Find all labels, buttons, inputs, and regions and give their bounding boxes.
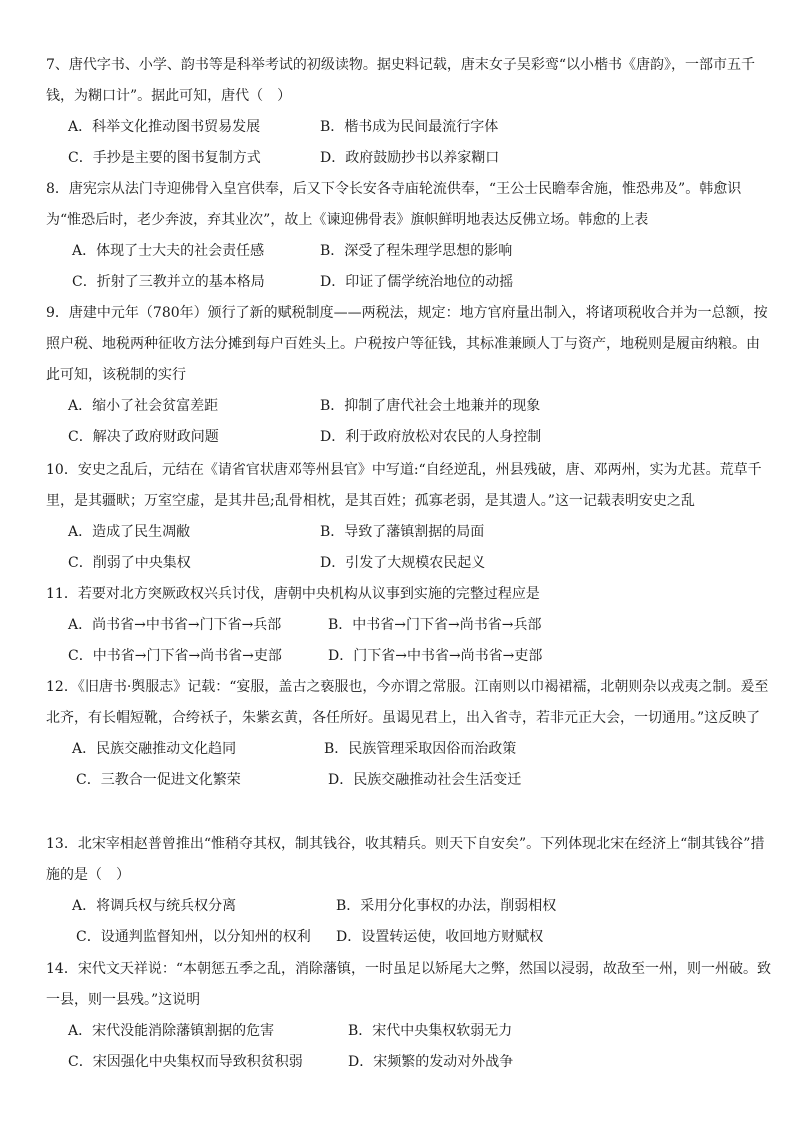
option-d: D．引发了大规模农民起义 xyxy=(320,555,486,571)
option-b: B．民族管理采取因俗而治政策 xyxy=(324,741,517,757)
option-row xyxy=(46,391,772,422)
option-d: D．政府鼓励抄书以养家糊口 xyxy=(320,150,500,166)
option-b: B．抑制了唐代社会土地兼并的现象 xyxy=(320,398,541,414)
option-b: B．中书省→门下省→尚书省→兵部 xyxy=(328,617,542,633)
question-11 xyxy=(46,579,772,672)
option-row xyxy=(46,610,772,641)
option-b: B．宋代中央集权软弱无力 xyxy=(348,1023,513,1039)
option-a: A．造成了民生凋敝 xyxy=(68,524,191,540)
option-row xyxy=(46,734,772,765)
option-d: D．印证了儒学统治地位的动摇 xyxy=(320,274,514,290)
option-a: A．将调兵权与统兵权分离 xyxy=(72,898,237,914)
question-12 xyxy=(46,672,772,796)
option-c: C．中书省→门下省→尚书省→吏部 xyxy=(68,648,282,664)
question-9 xyxy=(46,298,772,453)
option-b: B．导致了藩镇割据的局面 xyxy=(320,524,485,540)
option-row xyxy=(46,891,772,922)
option-d: D．民族交融推动社会生活变迁 xyxy=(328,772,522,788)
option-d: D．设置转运使，收回地方财赋权 xyxy=(336,929,544,945)
option-b: B．深受了程朱理学思想的影响 xyxy=(320,243,513,259)
option-row xyxy=(46,548,772,579)
question-13 xyxy=(46,829,772,953)
option-c: C．宋因强化中央集权而导致积贫积弱 xyxy=(68,1054,303,1070)
option-c: C．解决了政府财政问题 xyxy=(68,429,219,445)
option-row xyxy=(46,112,772,143)
question-stem: 10．安史之乱后，元结在《请省官状唐邓等州县官》中写道:“自经逆乱，州县残破，唐、邓两州，实为尤甚。荒草千里，是其疆畎；万室空虚，是其井邑;乱骨相枕，是其百姓；孤寡老弱，是其遗人。”这一记载表明安史之乱 xyxy=(46,462,762,509)
option-d: D．宋频繁的发动对外战争 xyxy=(348,1054,514,1070)
option-a: A．宋代没能消除藩镇割据的危害 xyxy=(68,1023,275,1039)
option-row xyxy=(46,236,772,267)
option-c: C．设通判监督知州，以分知州的权利 xyxy=(76,929,311,945)
option-c: C．削弱了中央集权 xyxy=(68,555,191,571)
option-row xyxy=(46,1047,772,1078)
option-c: C．折射了三教并立的基本格局 xyxy=(72,274,265,290)
option-d: D．利于政府放松对农民的人身控制 xyxy=(320,429,542,445)
question-stem: 13．北宋宰相赵普曾推出“惟稍夺其权，制其钱谷，收其精兵。则天下自安矣”。下列体现北宋在经济上“制其钱谷”措施的是（ ） xyxy=(46,836,765,883)
option-a: A．尚书省→中书省→门下省→兵部 xyxy=(68,617,282,633)
question-stem: 7、唐代字书、小学、韵书等是科举考试的初级读物。据史料记载，唐末女子吴彩鸾“以小楷书《唐韵》，一部市五千钱，为糊口计”。据此可知，唐代（ ） xyxy=(46,57,756,104)
option-a: A．缩小了社会贫富差距 xyxy=(68,398,219,414)
question-stem: 12．《旧唐书·舆服志》记载：“宴服，盖古之亵服也，今亦谓之常服。江南则以巾褐裙襦，北朝则杂以戎夷之制。爰至北齐，有长帽短靴，合绔袄子，朱紫玄黄，各任所好。虽谒见君上，出入省寺，若非元正大会，一切通用。”这反映了 xyxy=(46,679,769,726)
option-row xyxy=(46,143,772,174)
option-c: C．三教合一促进文化繁荣 xyxy=(76,772,241,788)
question-stem: 11．若要对北方突厥政权兴兵讨伐，唐朝中央机构从议事到实施的完整过程应是 xyxy=(46,586,540,602)
question-10 xyxy=(46,455,772,579)
option-a: A．民族交融推动文化趋同 xyxy=(72,741,237,757)
question-14 xyxy=(46,954,772,1078)
question-8 xyxy=(46,174,772,298)
option-row xyxy=(46,267,772,298)
option-b: B．采用分化事权的办法，削弱相权 xyxy=(336,898,557,914)
question-stem: 8．唐宪宗从法门寺迎佛骨入皇宫供奉，后又下令长安各寺庙轮流供奉，“王公士民瞻奉舍施，惟恐弗及”。韩愈识为“惟恐后时，老少奔波，弃其业次”，故上《谏迎佛骨表》旗帜鲜明地表达反佛立场。韩愈的上表 xyxy=(46,181,742,228)
option-row xyxy=(46,1016,772,1047)
question-stem: 14．宋代文天祥说：“本朝惩五季之乱，消除藩镇，一时虽足以矫尾大之弊，然国以浸弱，故敌至一州，则一州破。致一县，则一县残。”这说明 xyxy=(46,961,771,1008)
question-stem: 9．唐建中元年（780年）颁行了新的赋税制度——两税法，规定：地方官府量出制入，将诸项税收合并为一总额，按照户税、地税两种征收方法分摊到每户百姓头上。户税按户等征钱，其标准兼顾人丁与资产，地税则是履亩纳粮。由此可知，该税制的实行 xyxy=(46,305,768,383)
option-d: D．门下省→中书省→尚书省→吏部 xyxy=(328,648,543,664)
option-row xyxy=(46,517,772,548)
option-row xyxy=(46,641,772,672)
option-c: C．手抄是主要的图书复制方式 xyxy=(68,150,261,166)
option-a: A．体现了士大夫的社会责任感 xyxy=(72,243,265,259)
option-row xyxy=(46,422,772,453)
question-7 xyxy=(46,50,772,174)
option-row xyxy=(46,765,772,796)
option-b: B．楷书成为民间最流行字体 xyxy=(320,119,499,135)
option-a: A．科举文化推动图书贸易发展 xyxy=(68,119,261,135)
option-row xyxy=(46,922,772,953)
